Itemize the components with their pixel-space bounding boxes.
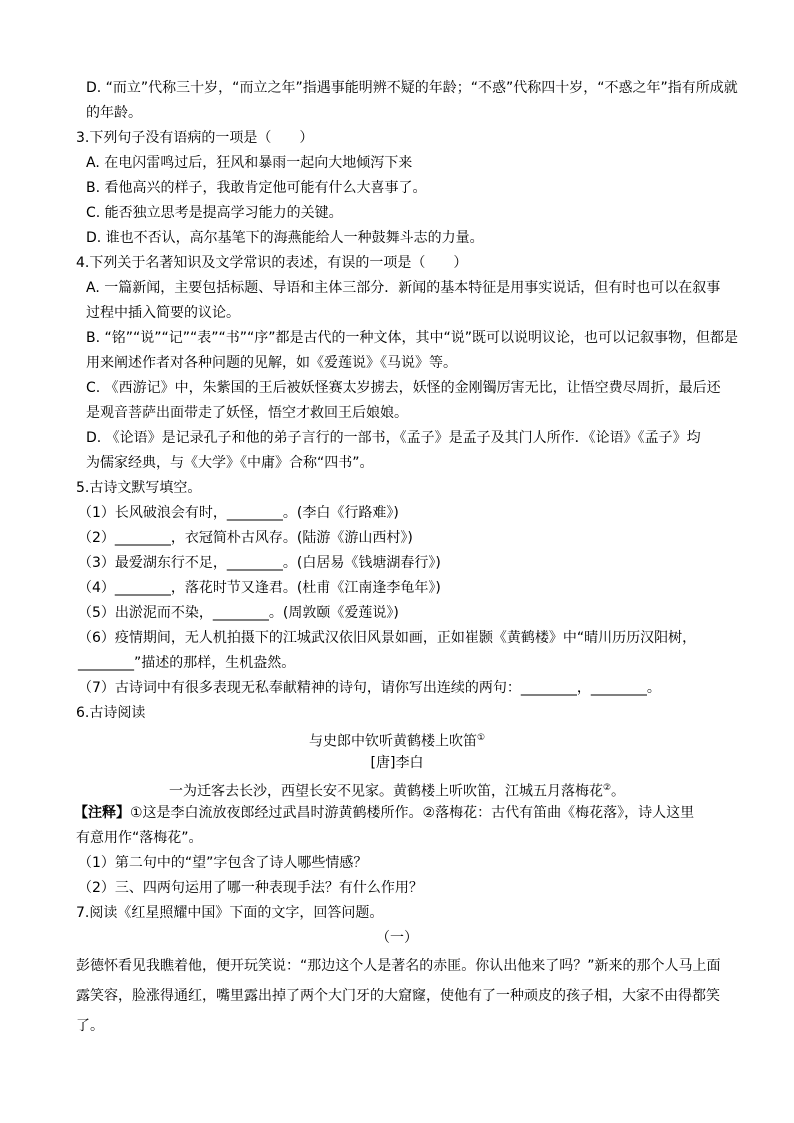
poem-note-line2: 有意用作“落梅花”。 [76, 830, 203, 846]
q4-option-a-line2: 过程中插入简要的议论。 [86, 305, 240, 321]
q5-item-5: （5）出淤泥而不染，________。(周敦颐《爱莲说》) [78, 605, 399, 621]
poem-note-text: ①这是李白流放夜郎经过武昌时游黄鹤楼所作。②落梅花：古代有笛曲《梅花落》，诗人这里 [130, 805, 695, 821]
q5-item-7: （7）古诗词中有很多表现无私奉献精神的诗句，请你写出连续的两句：________，________。 [78, 680, 661, 696]
q4-option-d-line1: D. 《论语》是记录孔子和他的弟子言行的一部书，《孟子》是孟子及其门人所作．《论语》《孟子》均 [86, 430, 701, 446]
poem-title-text: 与史郎中钦听黄鹤楼上吹笛 [308, 733, 477, 750]
poem-body-text: 一为迁客去长沙，西望长安不见家。黄鹤楼上听吹笛，江城五月落梅花 [168, 783, 603, 800]
q7-paragraph-line3: 了。 [76, 1018, 104, 1034]
q4-option-b-line2: 用来阐述作者对各种问题的见解，如《爱莲说》《马说》等。 [86, 355, 457, 371]
q5-item-3: （3）最爱湖东行不足，________。(白居易《钱塘湖春行》) [78, 555, 441, 571]
q6-question-2: （2）三、四两句运用了哪一种表现手法？有什么作用？ [78, 880, 423, 896]
poem-author: [唐]李白 [370, 755, 424, 771]
q5-item-2: （2）________，衣冠简朴古风存。(陆游《游山西村》) [78, 530, 413, 546]
q3-option-b: B. 看他高兴的样子，我敢肯定他可能有什么大喜事了。 [86, 180, 427, 196]
q4-option-d-line2: 为儒家经典，与《大学》《中庸》合称“四书”。 [86, 455, 374, 471]
q5-item-6-line1: （6）疫情期间，无人机拍摄下的江城武汉依旧风景如画，正如崔颢《黄鹤楼》中“晴川历历汉阳树， [78, 630, 697, 646]
q3-option-d: D. 谁也不否认，高尔基笔下的海燕能给人一种鼓舞斗志的力量。 [86, 230, 484, 246]
q7-stem: 7.阅读《红星照耀中国》下面的文字，回答问题。 [76, 905, 384, 921]
q6-stem: 6.古诗阅读 [76, 705, 146, 721]
q6-question-1: （1）第二句中的“望”字包含了诗人哪些情感？ [78, 855, 368, 871]
q7-section-heading: （一） [376, 930, 418, 946]
poem-note-line1 [74, 803, 694, 823]
q4-option-c-line1: C. 《西游记》中，朱紫国的王后被妖怪赛太岁掳去，妖怪的金刚镯厉害无比，让悟空费尽周折，最后还 [86, 380, 721, 396]
q5-stem: 5.古诗文默写填空。 [76, 480, 202, 496]
q4-option-a-line1: A. 一篇新闻，主要包括标题、导语和主体三部分．新闻的基本特征是用事实说话，但有时也可以在叙事 [86, 280, 721, 296]
poem-body-footnote-mark: ② [602, 783, 612, 793]
q4-option-b-line1: B. “铭”“说”“记”“表”“书”“序”都是古代的一种文体，其中“说”既可以说明议论，也可以记叙事物，但都是 [86, 330, 739, 346]
q2-option-d-line2: 的年龄。 [86, 105, 142, 121]
q5-item-6-line2: ________”描述的那样，生机盎然。 [78, 655, 296, 671]
q3-stem: 3.下列句子没有语病的一项是（ ） [76, 130, 314, 146]
poem-note-label: 【注释】 [74, 805, 130, 821]
q3-option-c: C. 能否独立思考是提高学习能力的关键。 [86, 205, 343, 221]
q4-option-c-line2: 是观音菩萨出面带走了妖怪，悟空才救回王后娘娘。 [86, 405, 408, 421]
poem-body [0, 778, 794, 802]
q4-stem: 4.下列关于名著知识及文学常识的表述，有误的一项是（ ） [76, 255, 468, 271]
poem-body-end: 。 [611, 783, 626, 800]
q5-item-4: （4）________，落花时节又逢君。(杜甫《江南逢李龟年》) [78, 580, 441, 596]
poem-title-footnote-mark: ① [476, 733, 486, 743]
q7-paragraph-line2: 露笑容，脸涨得通红，嘴里露出掉了两个大门牙的大窟窿，使他有了一种顽皮的孩子相，大家不由得都笑 [76, 988, 720, 1004]
q3-option-a: A. 在电闪雷鸣过后，狂风和暴雨一起向大地倾泻下来 [86, 155, 413, 171]
q2-option-d-line1: D. “而立”代称三十岁，“而立之年”指遇事能明辨不疑的年龄；“不惑”代称四十岁，“不惑之年”指有所成就 [86, 80, 738, 96]
q5-item-1: （1）长风破浪会有时，________。(李白《行路难》) [78, 505, 399, 521]
q7-paragraph-line1: 彭德怀看见我瞧着他，便开玩笑说：“那边这个人是著名的赤匪。你认出他来了吗？”新来的那个人马上面 [76, 958, 721, 974]
poem-title [0, 728, 794, 752]
